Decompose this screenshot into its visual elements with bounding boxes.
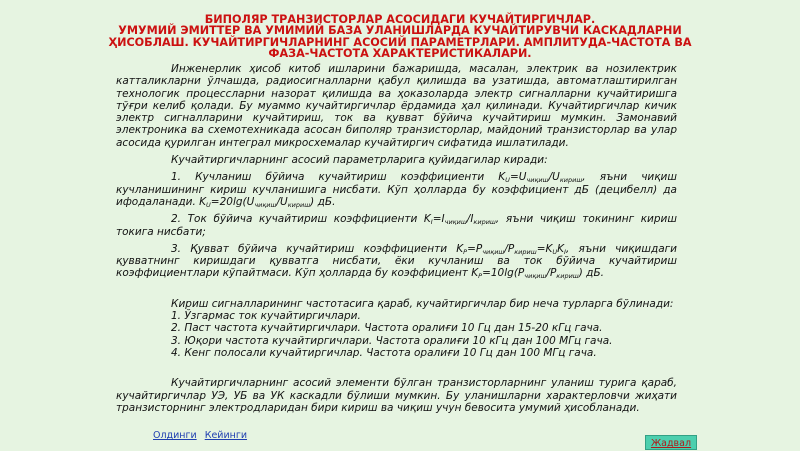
- page-title: [100, 14, 700, 60]
- title-line-4: ФАЗА-ЧАСТОТА ХАРАКТЕРИСТИКАЛАРИ.: [268, 47, 532, 61]
- param-power-gain: 3. Қувват бўйича кучайтириш коэффициенти $K_P=P_{чиқиш}/P_{кириш}=K_UK_I$, яъни чиқишдаги қувватнинг киришдаги қувватга нисбати, ёки кучланиш ва ток бўйича кучайтириш коэффициентлари кўпайтмаси. Кўп ҳолларда бу коэффициент $K_P=10\lg(P_{чиқиш}/P_{кириш})$ дБ.: [116, 242, 677, 281]
- article-body: [116, 63, 677, 414]
- conclusion-paragraph: Кучайтиргичларнинг асосий элементи бўлган транзисторларнинг уланиш турига қараб, кучайтиргичлар УЭ, УБ ва УК каскадли бўлиши мумкин. Бу уланишларни характерловчи жиҳати транзисторнинг электродларидан бири кириш ва чиқиш учун бевосита умумий ҳисобланади.: [116, 377, 677, 414]
- param-current-gain: 2. Ток бўйича кучайтириш коэффициенти $K_I=I_{чиқиш}/I_{кириш}$, яъни чиқиш токининг кириш токига нисбати;: [116, 213, 677, 238]
- types-heading: Кириш сигналларининг частотасига қараб, кучайтиргичлар бир неча турларга бўлинади:: [171, 297, 674, 310]
- intro-paragraph: Инженерлик ҳисоб китоб ишларини бажаришда, масалан, электрик ва нозилектрик катталикларни ўлчашда, радиосигналларни қабул қилишда ва узатишда, автоматлаштирилган технологик процессларни назорат қилишда ва ҳоказоларда электр сигналларни кучайтиришга тўғри келиб қолади. Бу муаммо кучайтиргичлар ёрдамида ҳал қилинади. Кучайтиргичлар кичик электр сигналларини кучайтириш, ток ва қуввaт бўйича кучайтириш мумкин. Замонавий электроника ва схемотехникада асосан биполяр транзисторлар, майдоний транзисторлар ва улар асосида қурилган интеграл микросхемалар кучайтиргич сифатида ишлатилади.: [116, 63, 677, 149]
- page-navigation: [153, 430, 252, 441]
- next-link[interactable]: Кейинги: [204, 430, 248, 441]
- list-item: 3. Юқори частота кучайтиргичлари. Частота оралиғи 10 кГц дан 100 МГц гача.: [171, 334, 613, 347]
- title-line-3: ҲИСОБЛАШ. КУЧАЙТИРГИЧЛАРНИНГ АСОСИЙ ПАРАМЕТРЛАРИ. АМПЛИТУДА-ЧАСТОТА ВА: [108, 35, 692, 49]
- title-line-2: УМУМИЙ ЭМИТТЕР ВА УМИМИЙ БАЗА УЛАНИШЛАРДА КУЧАЙТИРУВЧИ КАСКАДЛАРНИ: [118, 24, 682, 38]
- params-heading: Кучайтиргичларнинг асосий параметрларига қуйидагилар киради:: [171, 154, 548, 167]
- chapter-button[interactable]: Жадвал: [645, 435, 697, 450]
- list-item: 2. Паст частота кучайтиргичлари. Частота оралиғи 10 Гц дан 15-20 кГц гача.: [171, 322, 603, 335]
- title-line-1: БИПОЛЯР ТРАНЗИСТОРЛАР АСОСИДАГИ КУЧАЙТИРГИЧЛАР.: [204, 13, 596, 26]
- prev-link[interactable]: Олдинги: [153, 430, 197, 441]
- list-item: 1. Ўзгармас ток кучайтиргичлари.: [171, 310, 361, 323]
- param-voltage-gain: 1. Кучланиш бўйича кучайтириш коэффициенти $K_U=U_{чиқиш}/U_{кириш}$, яъни чиқиш кучланишининг кириш кучланишига нисбати. Кўп ҳолларда бу коэффициент дБ (децибелл) да ифодаланади. $K_U=20\lg(U_{чиқиш}/U_{кириш})$ дБ.: [116, 171, 677, 209]
- list-item: 4. Кенг полосали кучайтиргичлар. Частота оралиғи 10 Гц дан 100 МГц гача.: [171, 346, 597, 359]
